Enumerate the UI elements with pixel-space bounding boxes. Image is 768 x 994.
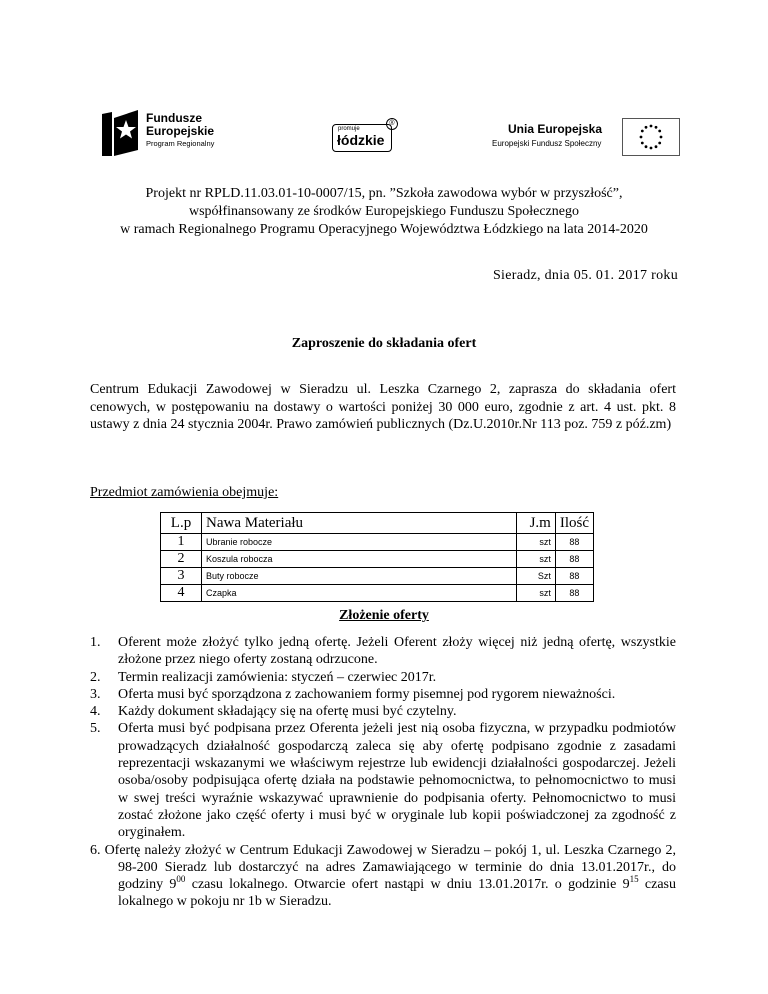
row-qty: 88 bbox=[555, 568, 593, 585]
lodzkie-small: promuje bbox=[338, 126, 360, 132]
document-title: Zaproszenie do składania ofert bbox=[291, 336, 477, 351]
list-item bbox=[90, 686, 676, 703]
item6-sup2: 15 bbox=[629, 874, 639, 885]
header-qty: Ilość bbox=[555, 513, 593, 534]
fundusze-europejskie-logo bbox=[102, 110, 242, 160]
table-row bbox=[161, 534, 594, 551]
header-name: Nawa Materiału bbox=[202, 513, 517, 534]
item-number: 5. bbox=[90, 721, 101, 737]
row-jm: szt bbox=[516, 585, 555, 602]
item6-sup1: 00 bbox=[176, 874, 186, 885]
row-jm: szt bbox=[516, 534, 555, 551]
header-lp: L.p bbox=[161, 513, 202, 534]
row-qty: 88 bbox=[555, 585, 593, 602]
item-text: Oferta musi być sporządzona z zachowaniem formy pisemnej pod rygorem nieważności. bbox=[118, 686, 616, 702]
item6-part3: czasu lokalnego w pokoju nr 1b w Sieradzu. bbox=[118, 877, 677, 910]
row-qty: 88 bbox=[555, 551, 593, 568]
item-number: 4. bbox=[90, 704, 101, 720]
item-text: Termin realizacji zamówienia: styczeń – czerwiec 2017r. bbox=[118, 669, 437, 685]
header-line1: Projekt nr RPLD.11.03.01-10-0007/15, pn. ”Szkoła zawodowa wybór w przyszłość”, bbox=[145, 186, 623, 201]
logo-bar bbox=[90, 90, 690, 170]
list-item bbox=[90, 703, 676, 720]
row-name: Buty robocze bbox=[202, 568, 517, 585]
item-text: Oferta musi być podpisana przez Oferenta jeżeli jest nią osoba fizyczna, w przypadku podmiotów prowadzących działalność gospodarczą zaleca się aby ofertę podpisano zgodnie z zasadami reprezentacji wskazanymi we właściwym rejestrze lub ewidencji działalności gospodarczej. Jeżeli osoba/osoby podpisująca ofertę działa na podstawie pełnomocnictwa, to pełnomocnictwo to musi w swej treści wyraźnie wskazywać uprawnienie do podpisania oferty. Pełnomocnictwo to musi zostać złożone jako część oferty i musi być w oryginale lub kopii poświadczonej za zgodność z oryginałem. bbox=[118, 721, 676, 841]
list-item bbox=[90, 669, 676, 686]
lodzkie-logo bbox=[332, 118, 396, 154]
fe-line1: Fundusze bbox=[146, 111, 202, 125]
list-item bbox=[90, 842, 676, 911]
header-jm: J.m bbox=[516, 513, 555, 534]
item6-part1: 6. Ofertę należy złożyć w Centrum Edukacji Zawodowej w Sieradzu – pokój 1, ul. Leszka Czarnego 2, 98-200 Sieradz lub dostarczyć na adres Zamawiającego w terminie do dnia 13.01.2017r., do godziny 9 bbox=[90, 842, 676, 893]
fe-star-icon bbox=[102, 110, 140, 156]
ue-line1: Unia Europejska bbox=[508, 122, 603, 136]
item-number: 1. bbox=[90, 635, 101, 650]
ue-line2: Europejski Fundusz Społeczny bbox=[492, 139, 602, 148]
table-row bbox=[161, 551, 594, 568]
row-lp: 1 bbox=[161, 534, 202, 551]
list-item bbox=[90, 634, 676, 669]
table-row bbox=[161, 568, 594, 585]
subject-label: Przedmiot zamówienia obejmuje: bbox=[90, 485, 279, 500]
unia-europejska-logo bbox=[492, 122, 692, 162]
eu-flag-icon bbox=[622, 118, 680, 156]
intro-paragraph: Centrum Edukacji Zawodowej w Sieradzu ul. Leszka Czarnego 2, zaprasza do składania ofert cenowych, w postępowaniu na dostawy o wartości poniżej 30 000 euro, zgodnie z art. 4 ust. pkt. 8 ustawy z dnia 24 stycznia 2004r. Prawo zamówień publicznych (Dz.U.2010r.Nr 113 poz. 759 z póź.zm) bbox=[90, 382, 676, 432]
row-lp: 2 bbox=[161, 551, 202, 568]
row-jm: szt bbox=[516, 551, 555, 568]
row-qty: 88 bbox=[555, 534, 593, 551]
row-lp: 4 bbox=[161, 585, 202, 602]
item-text: Oferent może złożyć tylko jedną ofertę. Jeżeli Oferent złoży więcej niż jedną ofertę, wszystkie złożone przez niego oferty zostaną odrzucone. bbox=[118, 635, 676, 668]
document-date: Sieradz, dnia 05. 01. 2017 roku bbox=[492, 268, 678, 283]
row-name: Koszula robocza bbox=[202, 551, 517, 568]
row-name: Czapka bbox=[202, 585, 517, 602]
fe-line3: Program Regionalny bbox=[146, 139, 215, 148]
item-number: 2. bbox=[90, 669, 101, 685]
item-number: 3. bbox=[90, 686, 101, 702]
header-line2: współfinansowany ze środków Europejskiego Funduszu Społecznego bbox=[189, 204, 579, 219]
item6-part2: czasu lokalnego. Otwarcie ofert nastąpi w dniu 13.01.2017r. o godzinie 9 bbox=[185, 877, 630, 893]
conditions-list bbox=[90, 634, 676, 911]
item-text: Każdy dokument składający się na ofertę musi być czytelny. bbox=[118, 704, 457, 720]
row-jm: Szt bbox=[516, 568, 555, 585]
row-name: Ubranie robocze bbox=[202, 534, 517, 551]
row-lp: 3 bbox=[161, 568, 202, 585]
lodzkie-big: łódzkie bbox=[337, 132, 385, 148]
table-header-row bbox=[161, 513, 594, 534]
section-title: Złożenie oferty bbox=[339, 608, 429, 623]
table-row bbox=[161, 585, 594, 602]
registered-icon: ® bbox=[386, 118, 398, 130]
fe-line2: Europejskie bbox=[146, 124, 215, 138]
items-table bbox=[160, 512, 594, 602]
list-item bbox=[90, 720, 676, 841]
header-line3: w ramach Regionalnego Programu Operacyjnego Województwa Łódzkiego na lata 2014-2020 bbox=[120, 222, 648, 237]
